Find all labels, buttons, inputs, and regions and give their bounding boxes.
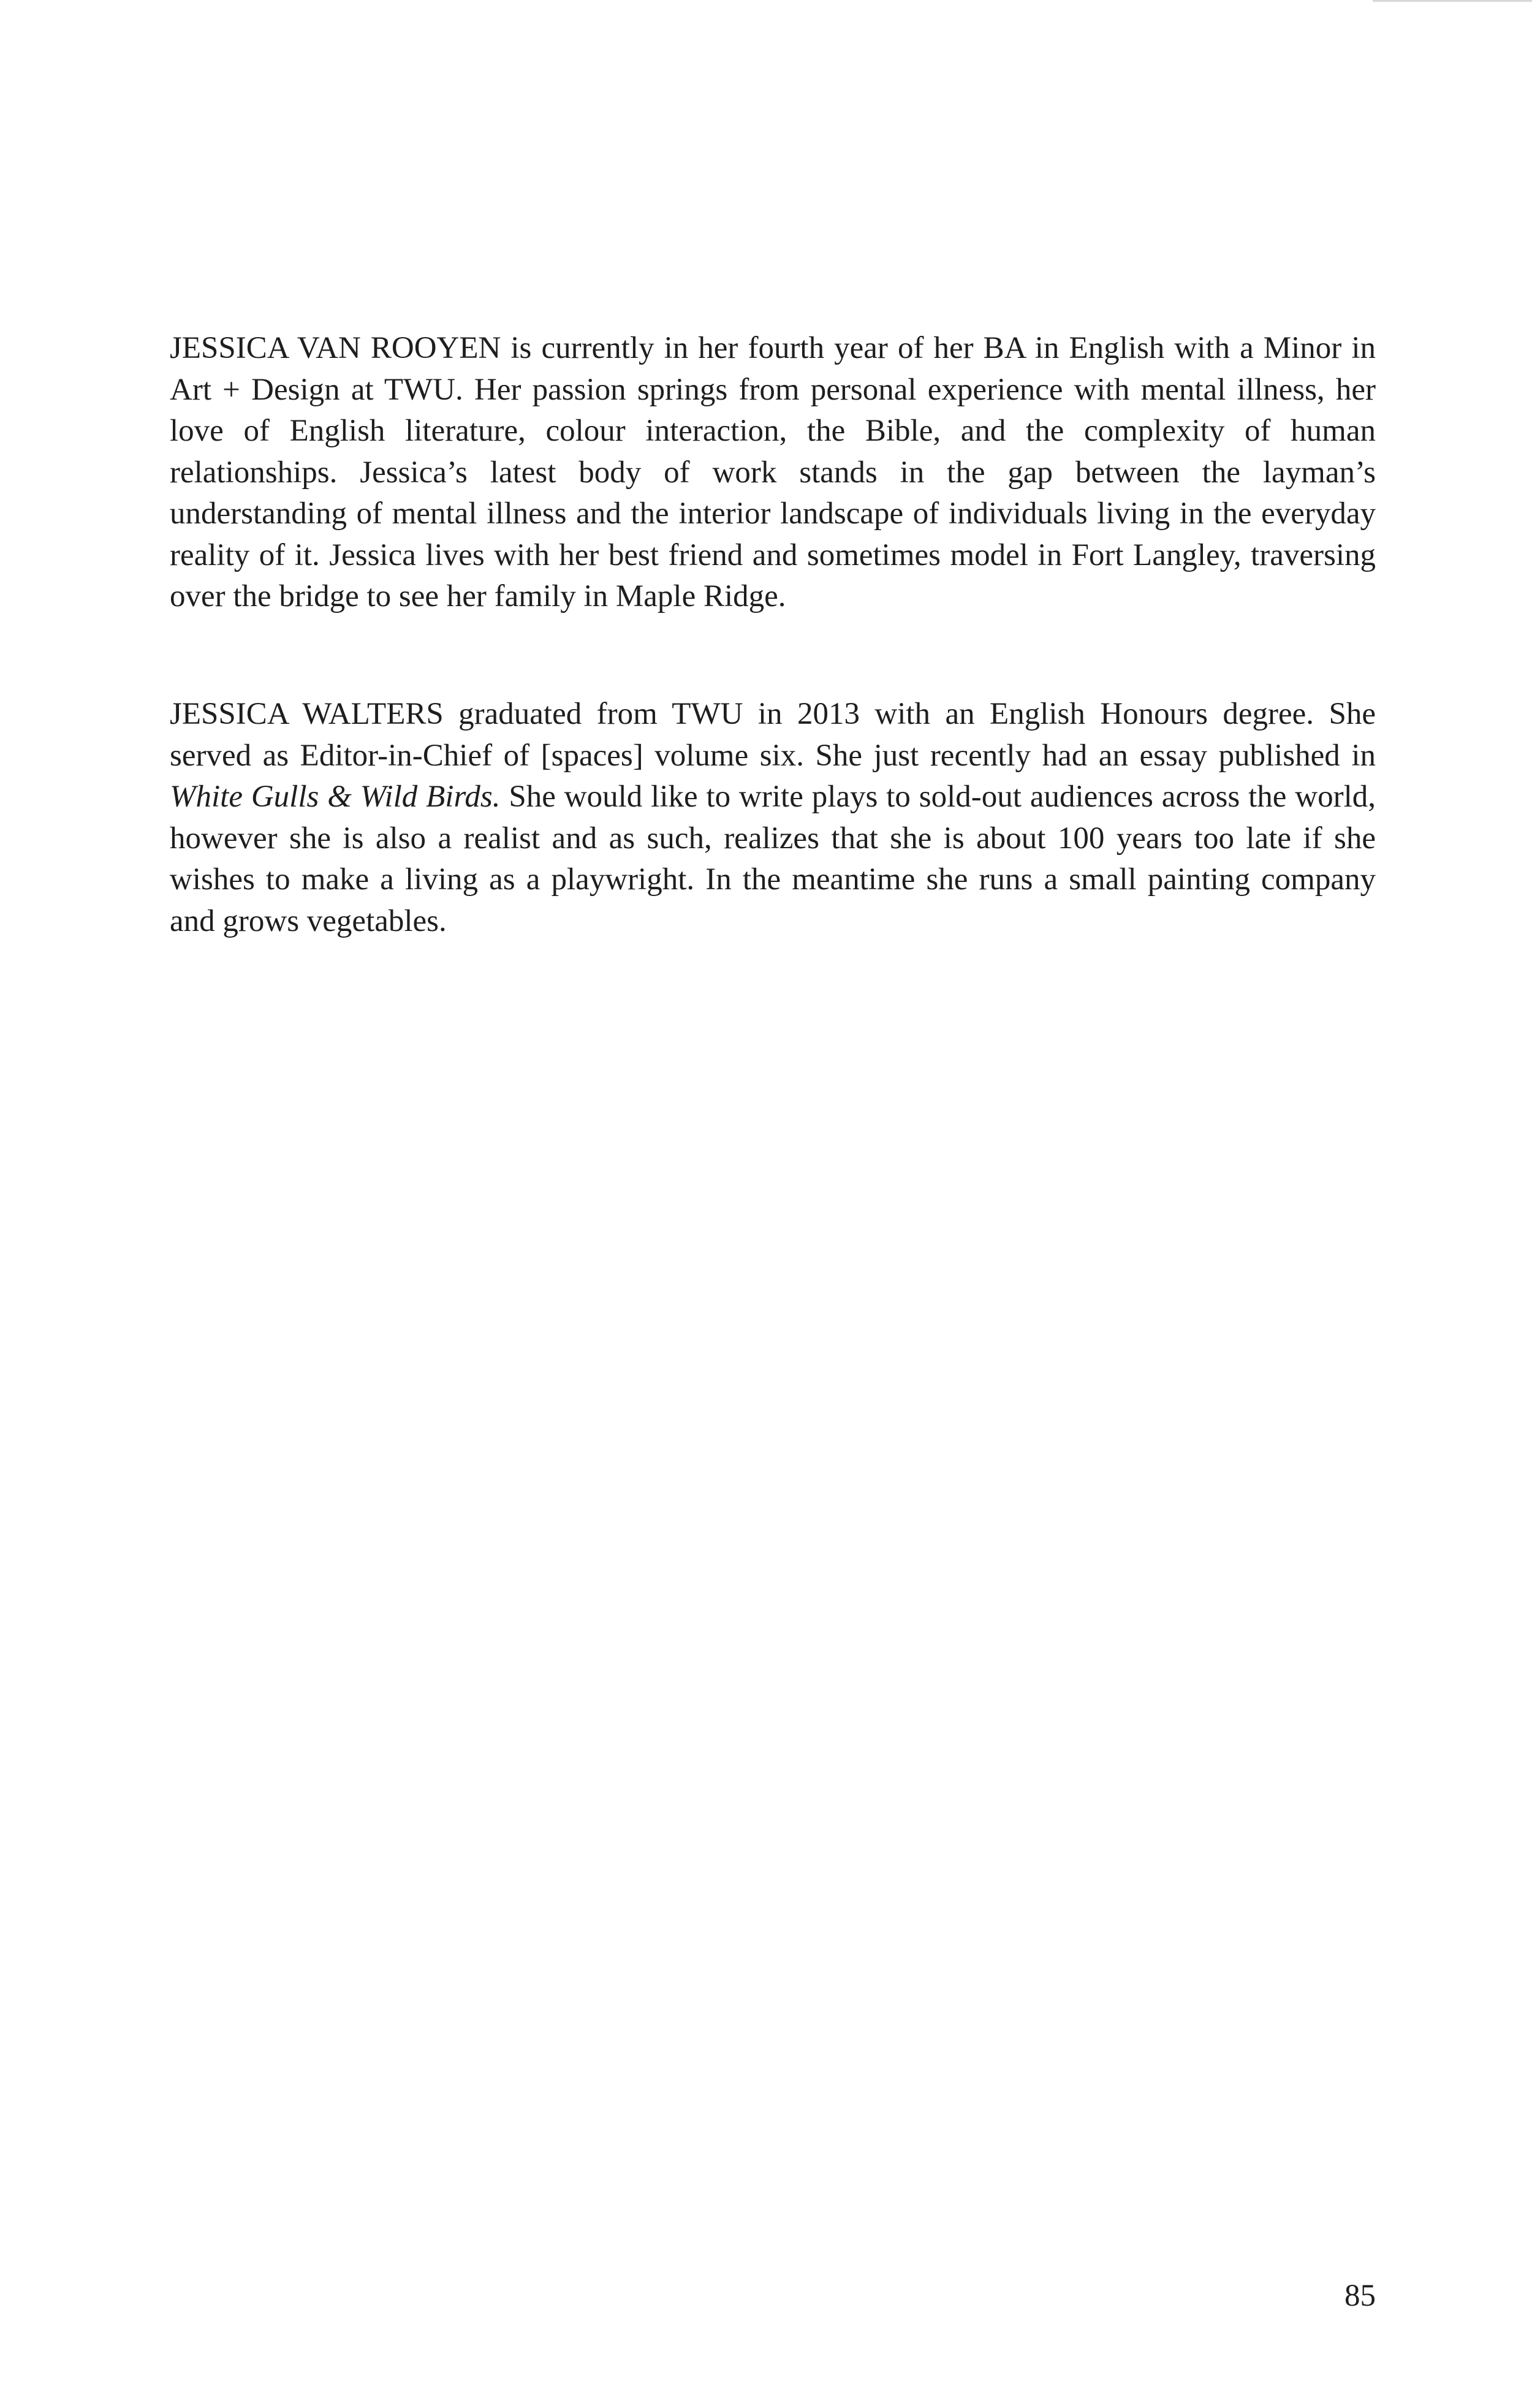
top-edge-rule [1373,0,1532,2]
publication-title: White Gulls & Wild Birds. [170,780,501,814]
bio-text-before-title: JESSICA WALTERS graduated from TWU in 2013 with an English Honours degree. She served as Editor-in-Chief of [spaces] volume six. She just recently had an essay published in [170,697,1376,773]
bio-jessica-walters [170,694,1376,942]
bio-text-after-title: She would like to write plays to sold-out audiences across the world, however she is also a realist and as such, realizes that she is about 100 years too late if she wishes to make a living as a playwright. In the meantime she runs a small painting company and grows vegetables. [170,780,1376,938]
bio-jessica-van-rooyen [170,328,1376,618]
bio-text: JESSICA VAN ROOYEN is currently in her fourth year of her BA in English with a Minor in Art + Design at TWU. Her passion springs from personal experience with mental illness, her love of English literature, colour interaction, the Bible, and the complexity of human relationships. Jessica’s latest body of work stands in the gap between the layman’s understanding of mental illness and the interior landscape of individuals living in the everyday reality of it. Jessica lives with her best friend and sometimes model in Fort Langley, traversing over the bridge to see her family in Maple Ridge. [170,331,1376,613]
page-number: 85 [1344,2279,1376,2313]
